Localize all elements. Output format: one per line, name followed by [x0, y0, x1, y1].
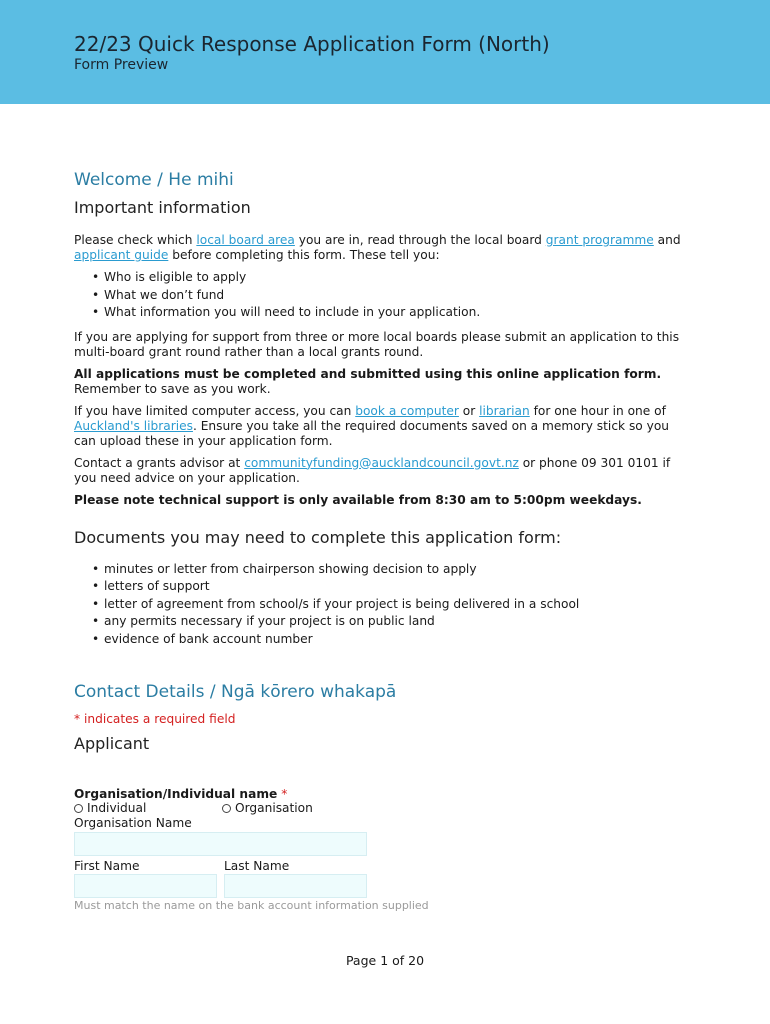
intro-text-1: Please check which [74, 233, 197, 247]
org-individual-label [74, 787, 694, 801]
contact-text-1: Contact a grants advisor at [74, 455, 245, 470]
org-individual-group [74, 787, 694, 912]
intro-text-3: and [653, 233, 681, 247]
book-computer-link[interactable]: book a computer [355, 403, 459, 418]
page-number: Page 1 of 20 [345, 953, 425, 968]
intro-text-4: before completing this form. These tell you: [168, 248, 440, 262]
list-item: • evidence of bank account number [104, 631, 694, 649]
org-name-label: Organisation Name [74, 816, 192, 830]
applicant-guide-link[interactable]: applicant guide [74, 248, 169, 262]
bank-name-hint: Must match the name on the bank account information supplied [74, 899, 429, 912]
librarian-link[interactable]: librarian [479, 403, 530, 418]
radio-individual[interactable] [74, 801, 222, 816]
first-name-group [74, 859, 224, 898]
radio-organisation[interactable] [222, 801, 313, 816]
libraries-link[interactable]: Auckland's libraries [74, 418, 193, 433]
radio-organisation-circle[interactable] [222, 804, 231, 813]
page-header [0, 0, 770, 104]
online-submission-paragraph [74, 367, 694, 397]
applicant-type-radios [74, 801, 694, 816]
last-name-group [224, 859, 374, 898]
contact-details-heading: Contact Details / Ngā kōrero whakapā [74, 682, 397, 702]
org-name-input[interactable] [74, 832, 367, 856]
first-name-input[interactable] [74, 874, 217, 898]
name-fields-row [74, 859, 694, 898]
radio-organisation-label: Organisation [235, 801, 313, 815]
online-submission-bold: All applications must be completed and submitted using this online application form. [74, 366, 662, 381]
list-item: • any permits necessary if your project is on public land [104, 613, 694, 631]
multi-board-paragraph: If you are applying for support from three or more local boards please submit an application to this multi-board grant round rather than a local grants round. [74, 329, 680, 359]
applicant-heading: Applicant [74, 734, 150, 753]
list-item: • Who is eligible to apply [104, 269, 694, 287]
documents-heading: Documents you may need to complete this application form: [74, 527, 562, 547]
form-subtitle: Form Preview [74, 57, 169, 73]
list-item: • letter of agreement from school/s if your project is being delivered in a school [104, 596, 694, 614]
intro-paragraph [74, 233, 694, 263]
eligibility-list [74, 269, 694, 322]
list-item: • What information you will need to include in your application. [104, 304, 694, 322]
local-board-area-link[interactable]: local board area [196, 233, 295, 247]
list-item: • minutes or letter from chairperson showing decision to apply [104, 561, 694, 579]
required-star: * [281, 787, 288, 801]
last-name-label: Last Name [224, 859, 290, 873]
access-text-2: or [458, 403, 480, 418]
intro-text-2: you are in, read through the local board [294, 233, 546, 247]
contact-advisor-paragraph [74, 456, 694, 486]
grant-programme-link[interactable]: grant programme [545, 233, 654, 247]
important-info-heading: Important information [74, 198, 251, 217]
save-reminder: Remember to save as you work. [74, 381, 271, 396]
form-content [74, 170, 694, 912]
contact-text-2: or phone 09 301 0101 if you need advice on your application. [74, 455, 671, 485]
access-text-4: . Ensure you take all the required documents saved on a memory stick so you can upload these in your application form. [74, 418, 670, 448]
list-item: • What we don’t fund [104, 287, 694, 305]
last-name-input[interactable] [224, 874, 367, 898]
list-item: • letters of support [104, 578, 694, 596]
documents-list [74, 561, 694, 649]
form-title: 22/23 Quick Response Application Form (North) [74, 32, 550, 56]
support-hours-text: Please note technical support is only available from 8:30 am to 5:00pm weekdays. [74, 492, 642, 507]
computer-access-paragraph [74, 404, 694, 449]
email-link[interactable]: communityfunding@aucklandcouncil.govt.nz [244, 455, 519, 470]
access-text-1: If you have limited computer access, you can [74, 403, 356, 418]
support-hours-paragraph [74, 493, 694, 508]
radio-individual-label: Individual [87, 801, 147, 815]
required-field-note: * indicates a required field [74, 712, 236, 726]
welcome-heading: Welcome / He mihi [74, 170, 234, 190]
radio-individual-circle[interactable] [74, 804, 83, 813]
org-individual-label-text: Organisation/Individual name [74, 787, 278, 801]
first-name-label: First Name [74, 859, 140, 873]
access-text-3: for one hour in one of [529, 403, 666, 418]
